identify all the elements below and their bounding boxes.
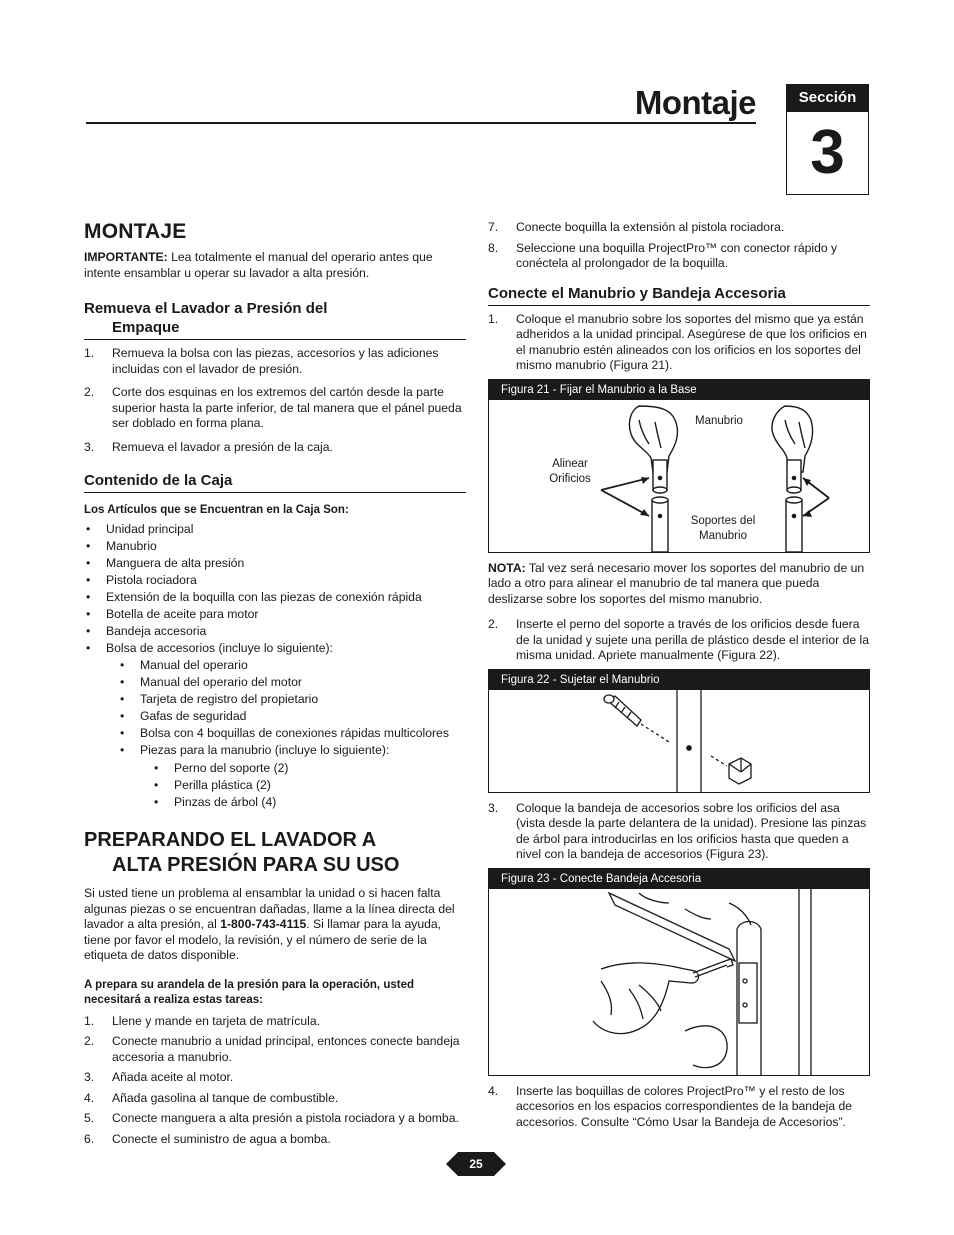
list-item: • Bandeja accesoria — [84, 624, 466, 640]
bolt-knob-drawing — [489, 690, 869, 792]
figure-21 — [488, 379, 870, 553]
list-item: • Pistola rociadora — [84, 573, 466, 589]
section-number: 3 — [810, 118, 845, 187]
list-item: • Bolsa con 4 boquillas de conexiones rápidas multicolores — [118, 726, 466, 742]
figure-21-title: Figura 21 - Fijar el Manubrio a la Base — [489, 380, 869, 400]
label-soportes-manubrio: Soportes del Manubrio — [690, 514, 756, 542]
conecte-step-3 — [488, 801, 870, 863]
list-item: 1. Remueva la bolsa con las piezas, accesorios y las adiciones incluidas con el lavador de presión. — [84, 346, 439, 376]
contenido-list — [84, 522, 466, 811]
list-item: • Extensión de la boquilla con las piezas de conexión rápida — [84, 590, 466, 606]
list-item: • Manual del operario del motor — [118, 675, 466, 691]
list-item: • Piezas para la manubrio (incluye lo siguiente): • Perno del soporte (2) • Perilla plástica (2) • Pinzas de árbol (4) — [118, 743, 466, 810]
piezas-sublist — [152, 761, 466, 811]
accesorios-sublist — [118, 658, 466, 810]
list-item: 3. Remueva el lavador a presión de la caja. — [84, 439, 333, 454]
heading-montaje: MONTAJE — [84, 220, 187, 243]
list-item: 3. Coloque la bandeja de accesorios sobre los orificios del asa (vista desde la parte delantera de la unidad). Presione las pinzas de árbol para introducirlas en los orificios hasta que queden a nivel con la bandeja de accesorios (Figura 23). — [488, 800, 867, 861]
figure-22-title: Figura 22 - Sujetar el Manubrio — [489, 670, 869, 690]
figure-22-illustration — [489, 690, 869, 792]
figure-23-title: Figura 23 - Conecte Bandeja Accesoria — [489, 869, 869, 889]
page-title: Montaje — [634, 84, 756, 121]
importante-text: Lea totalmente el manual del operario antes que intente ensamblar u operar su lavador a alta presión. — [84, 250, 433, 280]
contenido-lead: Los Artículos que se Encuentran en la Caja Son: — [84, 504, 349, 516]
list-item: • Pinzas de árbol (4) — [152, 795, 466, 811]
label-alinear-orificios: Alinear Orificios — [549, 457, 591, 485]
list-item: • Manubrio — [84, 539, 466, 555]
phone-number: 1-800-743-4115 — [220, 917, 307, 931]
right-column — [488, 220, 870, 1140]
figure-22 — [488, 669, 870, 793]
nota-paragraph: NOTA: Tal vez será necesario mover los soportes del manubrio de un lado a otro para alinear el manubrio de tal manera que pueda deslizarse sobre los soportes del mismo manubrio. — [488, 560, 865, 606]
list-item: 2. Conecte manubrio a unidad principal, entonces conecte bandeja accesoria a manubrio. — [84, 1034, 460, 1064]
importante-paragraph — [84, 250, 466, 281]
remueva-list — [84, 346, 466, 455]
list-item: 4. Añada gasolina al tanque de combustible. — [84, 1090, 339, 1105]
heading-remueva-line2: Empaque — [112, 319, 180, 336]
tasks-list-continued — [488, 220, 870, 272]
header-rule — [86, 122, 756, 124]
list-item: • Manual del operario — [118, 658, 466, 674]
nota-label: NOTA: — [488, 560, 526, 575]
section-box — [786, 84, 869, 195]
heading-conecte: Conecte el Manubrio y Bandeja Accesoria — [488, 284, 870, 306]
label-manubrio: Manubrio — [695, 414, 743, 427]
conecte-step-1 — [488, 312, 870, 374]
list-item: 6. Conecte el suministro de agua a bomba. — [84, 1131, 331, 1146]
list-item: • Perilla plástica (2) — [152, 778, 466, 794]
list-item: 2. Inserte el perno del soporte a través de los orificios desde fuera de la unidad y sujete una perilla de plástico desde el interior de la misma unidad. Apriete manualmente (Figura 22). — [488, 617, 869, 662]
preparando-lead: A prepara su arandela de la presión para la operación, usted necesitará a realiza estas tareas: — [84, 978, 414, 1006]
list-item: 4. Inserte las boquillas de colores ProjectPro™ y el resto de los accesorios en los espacios correspondientes de la bandeja de accesorios. Consulte “Cómo Usar la Bandeja de Accesorios”. — [488, 1083, 853, 1129]
tray-install-drawing — [489, 889, 869, 1075]
figure-23-illustration — [489, 889, 869, 1075]
list-item: 1. Coloque el manubrio sobre los soportes del mismo que ya están adheridos a la unidad principal. Asegúrese de que los orificios en el manubrio estén alineados con los orificios en los soportes del mismo manubrio (Figura 21). — [488, 311, 867, 372]
conecte-step-4 — [488, 1084, 870, 1131]
importante-label: IMPORTANTE: — [84, 250, 168, 264]
tasks-list — [84, 1014, 466, 1148]
list-item: • Botella de aceite para motor — [84, 607, 466, 623]
preparando-paragraph: Si usted tiene un problema al ensamblar la unidad o si hacen falta algunas piezas o se encuentran dañadas, llame a la línea directa del lavador a alta presión, al 1-800-743-4115. Si llamar para la ayuda, tiene por favor el modelo, la revisión, y el número de serie de la etiqueta de datos disponible. — [84, 886, 455, 962]
heading-preparando: PREPARANDO EL LAVADOR A ALTA PRESIÓN PARA SU USO — [84, 829, 400, 876]
figure-23 — [488, 868, 870, 1076]
list-item: • Bolsa de accesorios (incluye lo siguiente): • Manual del operario • Manual del operario del motor • Tarjeta de registro del propietario • Gafas de seguridad • Bolsa con 4 boquillas de conexiones rápidas multicolores • Piezas para la manubrio (incluye lo siguiente): • Perno del soporte (2) • Perilla plástica (2) • Pinzas de árbol (4) — [84, 641, 466, 811]
list-item: 8. Seleccione una boquilla ProjectPro™ con conector rápido y conéctela al prolongador de la boquilla. — [488, 240, 838, 270]
page-number-text: 25 — [469, 1157, 483, 1171]
list-item: • Gafas de seguridad — [118, 709, 466, 725]
list-item: • Unidad principal — [84, 522, 466, 538]
page-number — [446, 1152, 506, 1176]
figure-21-illustration — [489, 400, 869, 552]
list-item: • Tarjeta de registro del propietario — [118, 692, 466, 708]
conecte-step-2 — [488, 617, 870, 664]
list-item: 7. Conecte boquilla la extensión al pistola rociadora. — [488, 220, 785, 234]
list-item: • Perno del soporte (2) — [152, 761, 466, 777]
list-item: 5. Conecte manguera a alta presión a pistola rociadora y a bomba. — [84, 1111, 459, 1125]
heading-remueva-line1: Remueva el Lavador a Presión del — [84, 300, 328, 317]
section-label: Sección — [787, 85, 868, 112]
list-item: 2. Corte dos esquinas en los extremos del cartón desde la parte superior hasta la parte inferior, de tal manera que el pánel pueda ser doblado en forma plana. — [84, 385, 462, 430]
heading-remueva — [84, 299, 466, 340]
list-item: 1. Llene y mande en tarjeta de matrícula. — [84, 1013, 320, 1028]
list-item: • Manguera de alta presión — [84, 556, 466, 572]
list-item: 3. Añada aceite al motor. — [84, 1070, 234, 1084]
heading-contenido: Contenido de la Caja — [84, 471, 466, 493]
left-column — [84, 220, 466, 1157]
